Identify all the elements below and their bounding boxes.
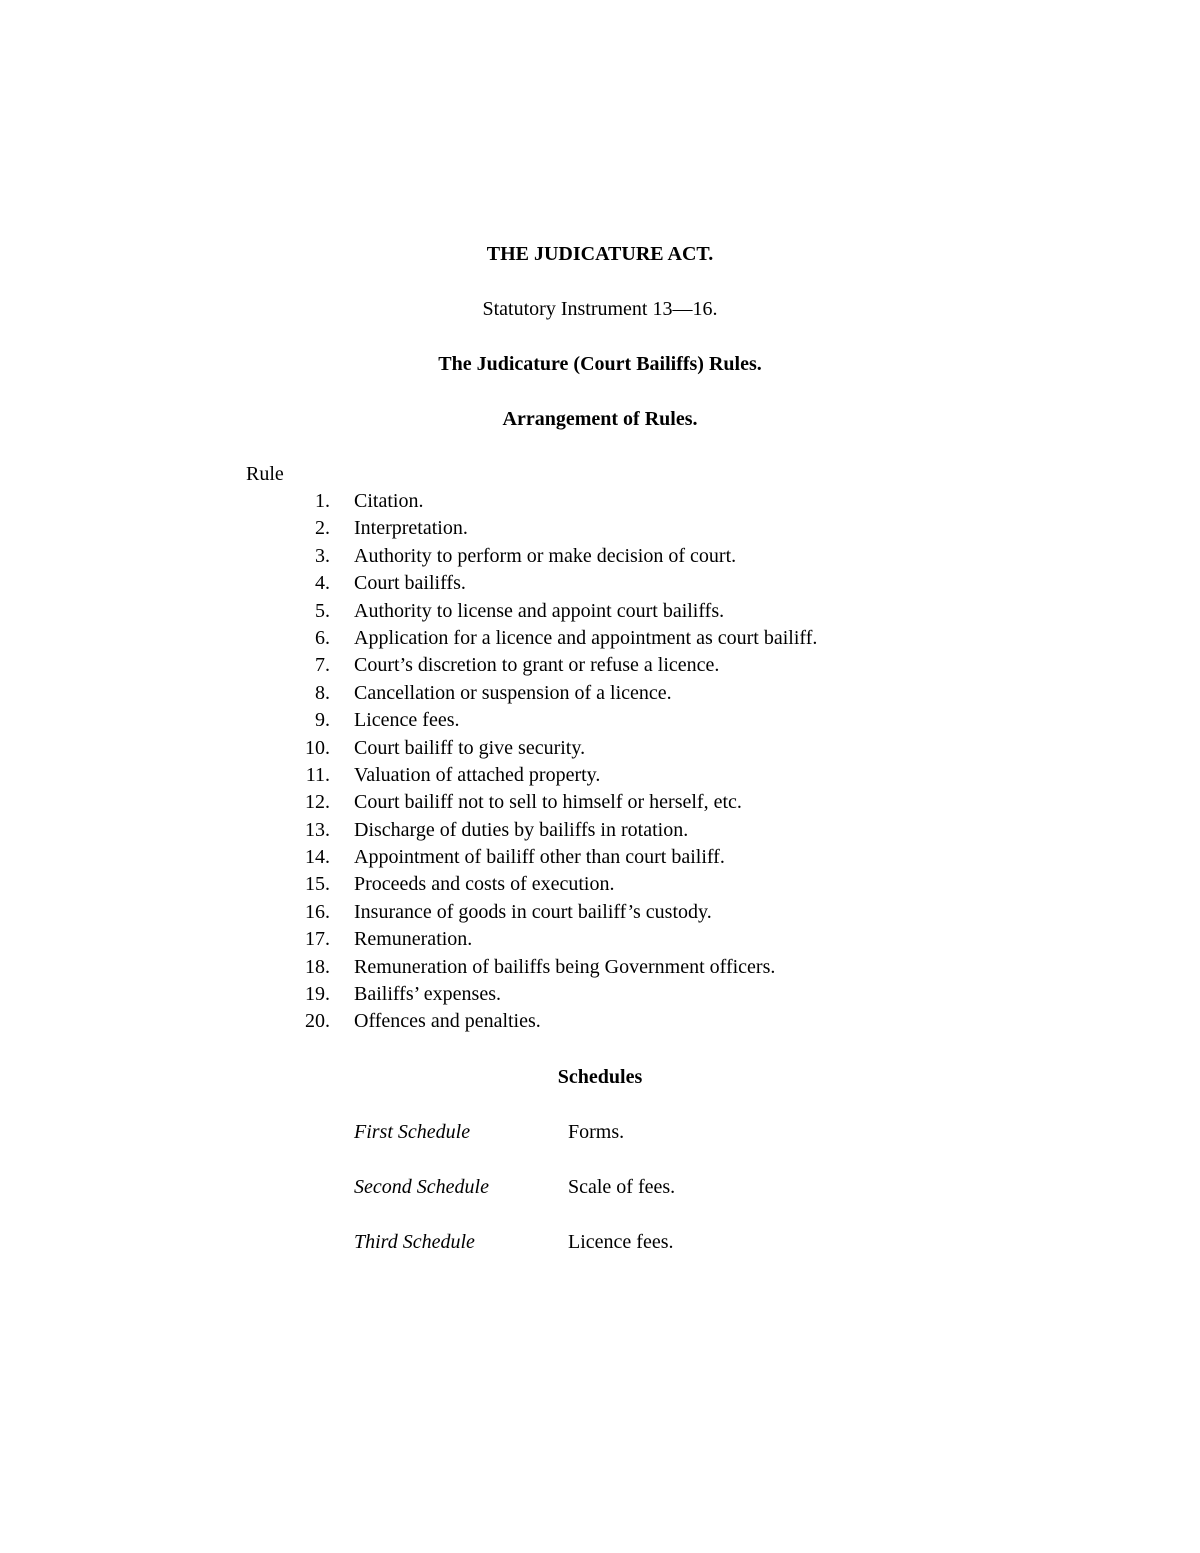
- rule-text: Discharge of duties by bailiffs in rotation.: [354, 818, 689, 841]
- rule-item: [0, 982, 1200, 1009]
- schedule-row: [0, 1230, 1200, 1254]
- rule-number: 16.: [305, 900, 330, 923]
- rule-item: [0, 626, 1200, 653]
- rule-text: Authority to perform or make decision of court.: [354, 544, 737, 567]
- rule-item: [0, 955, 1200, 982]
- rule-number: 12.: [305, 791, 330, 814]
- rule-text: Cancellation or suspension of a licence.: [354, 681, 672, 704]
- schedule-row: [0, 1175, 1200, 1199]
- rule-item: [0, 516, 1200, 543]
- rule-text: Court bailiff to give security.: [354, 736, 586, 759]
- statutory-instrument-number: Statutory Instrument 13—16.: [482, 298, 718, 320]
- rule-number: 11.: [305, 763, 330, 786]
- rule-item: [0, 763, 1200, 790]
- rule-number: 5.: [315, 599, 330, 622]
- schedule-description: Scale of fees.: [568, 1176, 676, 1198]
- rule-column-label: Rule: [246, 463, 284, 485]
- rule-text: Appointment of bailiff other than court bailiff.: [354, 846, 725, 869]
- schedule-description: Forms.: [568, 1121, 625, 1143]
- rule-text: Valuation of attached property.: [354, 763, 601, 786]
- rule-number: 9.: [315, 709, 330, 732]
- rule-item: [0, 818, 1200, 845]
- rule-number: 7.: [315, 654, 330, 677]
- rule-item: [0, 544, 1200, 571]
- rule-text: Bailiffs’ expenses.: [354, 983, 502, 1006]
- rule-item: [0, 1009, 1200, 1036]
- rule-text: Citation.: [354, 490, 424, 512]
- schedule-name: Second Schedule: [354, 1176, 489, 1198]
- rule-text: Remuneration of bailiffs being Government officers.: [354, 955, 776, 978]
- rule-number: 17.: [305, 928, 330, 951]
- rule-text: Application for a licence and appointment as court bailiff.: [354, 626, 818, 649]
- rules-title: The Judicature (Court Bailiffs) Rules.: [438, 353, 762, 375]
- rule-item: [0, 681, 1200, 708]
- rule-number: 18.: [305, 955, 330, 978]
- rule-text: Licence fees.: [354, 709, 460, 732]
- rule-item: [0, 790, 1200, 817]
- rule-number: 1.: [315, 490, 330, 512]
- schedule-name: Third Schedule: [354, 1231, 475, 1253]
- rule-item: [0, 653, 1200, 680]
- rule-number: 19.: [305, 983, 330, 1006]
- rule-text: Interpretation.: [354, 517, 468, 540]
- rule-item: [0, 489, 1200, 516]
- rule-text: Court bailiff not to sell to himself or herself, etc.: [354, 791, 742, 814]
- rule-text: Court’s discretion to grant or refuse a licence.: [354, 654, 720, 677]
- rule-number: 14.: [305, 846, 330, 869]
- rule-number: 6.: [315, 626, 330, 649]
- rule-text: Authority to license and appoint court bailiffs.: [354, 599, 725, 622]
- rule-text: Insurance of goods in court bailiff’s custody.: [354, 900, 712, 923]
- act-title: THE JUDICATURE ACT.: [486, 243, 714, 265]
- rule-item: [0, 599, 1200, 626]
- rule-text: Proceeds and costs of execution.: [354, 873, 615, 896]
- rule-item: [0, 872, 1200, 899]
- rule-item: [0, 736, 1200, 763]
- rule-number: 10.: [305, 736, 330, 759]
- rule-number: 15.: [305, 873, 330, 896]
- arrangement-heading: Arrangement of Rules.: [502, 408, 698, 430]
- schedule-description: Licence fees.: [568, 1231, 674, 1253]
- rule-item: [0, 571, 1200, 598]
- schedule-name: First Schedule: [354, 1121, 471, 1143]
- rule-number: 3.: [315, 544, 330, 567]
- rule-number: 13.: [305, 818, 330, 841]
- rule-number: 20.: [305, 1010, 330, 1033]
- rule-item: [0, 900, 1200, 927]
- rule-text: Remuneration.: [354, 928, 473, 951]
- rule-number: 2.: [315, 517, 330, 540]
- rule-item: [0, 708, 1200, 735]
- rule-text: Offences and penalties.: [354, 1010, 541, 1033]
- rule-text: Court bailiffs.: [354, 572, 466, 595]
- schedule-row: [0, 1120, 1200, 1144]
- rule-item: [0, 845, 1200, 872]
- rule-item: [0, 927, 1200, 954]
- rules-list: [0, 489, 1200, 1037]
- schedules-heading: Schedules: [557, 1066, 643, 1088]
- rule-number: 8.: [315, 681, 330, 704]
- rule-number: 4.: [315, 572, 330, 595]
